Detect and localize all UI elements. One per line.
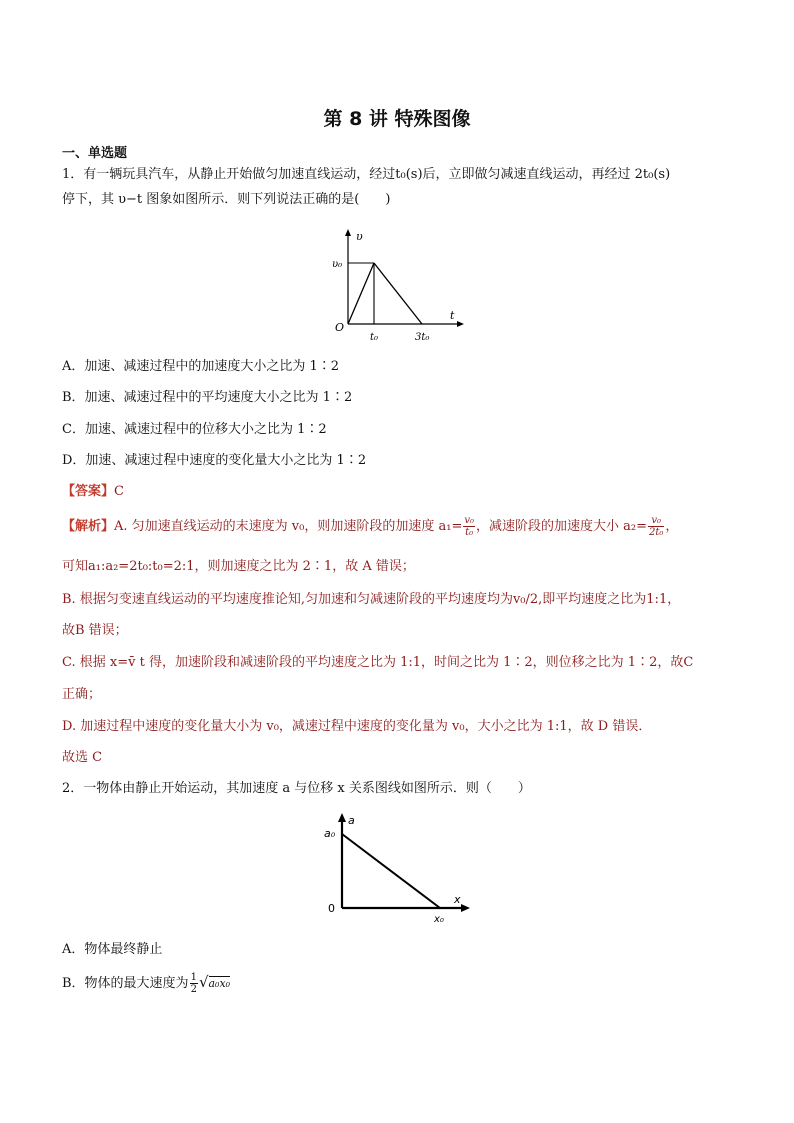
fraction-a1 <box>463 515 475 538</box>
q1-accel-segment <box>348 263 374 324</box>
q2-x-arrow <box>461 904 470 912</box>
q2-option-b-radicand: a₀x₀ <box>208 977 231 990</box>
q1-origin-label: O <box>335 321 345 334</box>
analysis-a-text1: A. 匀加速直线运动的末速度为 v₀，则加速阶段的加速度 a₁= <box>114 519 463 534</box>
conclusion-line: 故选 C <box>62 750 103 765</box>
q1-option-a: A．加速、减速过程中的加速度大小之比为 1∶2 <box>62 359 340 374</box>
analysis-a-line2: 可知a₁:a₂=2t₀:t₀=2:1，则加速度之比为 2∶1，故 A 错误； <box>62 559 415 574</box>
q1-option-d: D．加速、减速过程中速度的变化量大小之比为 1∶2 <box>62 453 367 468</box>
fraction-a1-num: v₀ <box>464 515 475 526</box>
page-title: 第 8 讲 特殊图像 <box>323 108 471 130</box>
q1-3t0-label: 3t₀ <box>415 332 430 343</box>
q2-y-label: a <box>348 814 355 827</box>
fraction-a2-den: 2t₀ <box>649 527 664 538</box>
q1-x-label: t <box>450 309 455 322</box>
answer-value: C <box>114 484 124 499</box>
q2-option-a: A．物体最终静止 <box>62 942 163 957</box>
q1-x-arrow <box>457 321 464 327</box>
analysis-a-text3: ， <box>665 519 679 534</box>
analysis-c-line1: C. 根据 x=v̄ t 得，加速阶段和减速阶段的平均速度之比为 1:1，时间之比为 1∶2，则位移之比为 1∶2，故C <box>62 655 694 670</box>
analysis-a-text2: ，减速阶段的加速度大小 a₂= <box>476 519 648 534</box>
sqrt-icon: √ <box>198 973 209 991</box>
q2-option-b-text: B．物体的最大速度为 <box>62 976 189 991</box>
q1-option-c: C．加速、减速过程中的位移大小之比为 1∶2 <box>62 422 327 437</box>
q1-v0-label: υ₀ <box>332 259 343 270</box>
q1-option-b: B．加速、减速过程中的平均速度大小之比为 1∶2 <box>62 390 353 405</box>
fraction-a2 <box>648 515 664 538</box>
analysis-label: 【解析】 <box>62 519 115 534</box>
fraction-a2-num: v₀ <box>648 515 664 527</box>
analysis-a-line1 <box>62 515 678 538</box>
answer-label: 【答案】 <box>62 484 115 499</box>
q2-x-label: x <box>454 893 461 906</box>
analysis-d-line: D. 加速过程中速度的变化量大小为 v₀，减速过程中速度的变化量为 v₀，大小之比为 1:1，故 D 错误． <box>62 719 652 734</box>
q2-option-b-frac-num: 1 <box>190 972 197 983</box>
q2-origin-label: 0 <box>328 902 335 915</box>
q2-y-arrow <box>338 813 346 822</box>
q2-x0-label: x₀ <box>434 914 444 924</box>
fraction-a1-den: t₀ <box>465 527 474 538</box>
analysis-b-line1: B. 根据匀变速直线运动的平均速度推论知,匀加速和匀减速阶段的平均速度均为v₀/2,即平均速度之比为1:1， <box>62 592 681 607</box>
q2-ax-graph <box>320 812 480 924</box>
q1-y-label: υ <box>356 230 363 243</box>
q1-stem-line1: 1．有一辆玩具汽车，从静止开始做匀加速直线运动，经过t₀(s)后，立即做匀减速直线运动，再经过 2t₀(s) <box>62 167 671 182</box>
q2-stem: 2．一物体由静止开始运动，其加速度 a 与位移 x 关系图线如图所示．则（ ） <box>62 781 531 796</box>
q1-y-arrow <box>345 229 351 236</box>
section-heading: 一、单选题 <box>62 146 128 161</box>
q1-answer <box>62 482 124 502</box>
analysis-b-line2: 故B 错误； <box>62 623 128 638</box>
q2-option-b-frac-den: 2 <box>190 984 197 995</box>
q2-line <box>342 834 440 908</box>
q2-a0-label: a₀ <box>324 827 336 840</box>
q1-decel-segment <box>374 263 422 324</box>
q1-vt-graph <box>330 228 470 346</box>
q1-t0-label: t₀ <box>370 332 379 343</box>
analysis-c-line2: 正确； <box>62 687 102 702</box>
q1-stem-line2: 停下，其 υ−t 图象如图所示．则下列说法正确的是( ) <box>62 192 391 207</box>
q2-option-b <box>62 972 230 995</box>
q2-option-b-fraction <box>190 972 198 995</box>
